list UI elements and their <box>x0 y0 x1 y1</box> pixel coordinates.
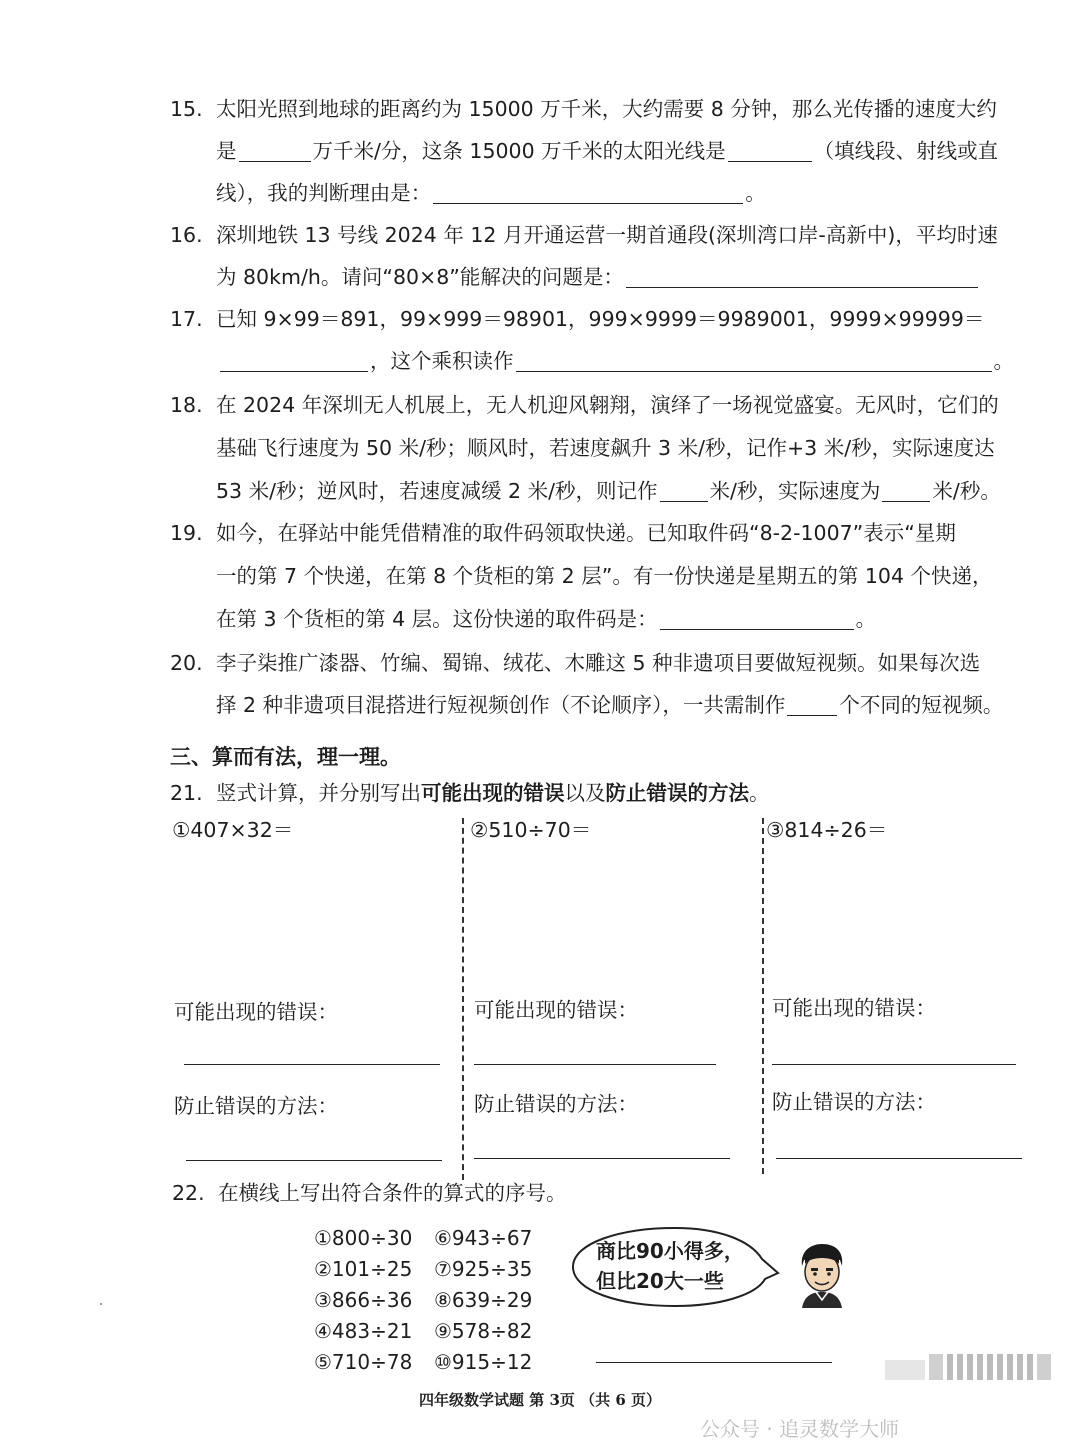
q17-text-2b: 。 <box>993 349 1014 373</box>
bubble-line-1: 商比90小得多， <box>596 1239 744 1263</box>
q20-count-blank[interactable] <box>787 693 837 716</box>
q16-line-1 <box>170 220 998 250</box>
q22-number: 22. <box>172 1181 205 1205</box>
q16-text-1: 深圳地铁 13 号线 2024 年 12 月开通运营一期首通段(深圳湾口岸-高新中)，平均时速 <box>216 223 998 247</box>
q17-reading-blank[interactable] <box>516 349 992 372</box>
q19-text-1: 如今，在驿站中能凭借精准的取件码领取快递。已知取件码“8-2-1007”表示“星期 <box>216 521 956 545</box>
q21-error-label-1: 可能出现的错误： <box>174 1000 338 1024</box>
q20-text-2a: 择 2 种非遗项目混搭进行短视频创作（不论顺序），一共需制作 <box>216 693 786 717</box>
q20-text-1: 李子柒推广漆器、竹编、蜀锦、绒花、木雕这 5 种非遗项目要做短视频。如果每次选 <box>216 651 981 675</box>
q15-text-2a: 是 <box>216 139 237 163</box>
q15-text-3b: 。 <box>745 181 766 205</box>
q18-speed-blank[interactable] <box>882 479 930 502</box>
q22-option: ③866÷36 <box>314 1288 413 1312</box>
q19-line-2 <box>216 561 993 591</box>
q21-text-e: 。 <box>749 781 770 805</box>
q21-instruction <box>170 778 770 808</box>
q21-text-c: 以及 <box>564 781 606 805</box>
q22-option: ⑦925÷35 <box>434 1257 533 1281</box>
q21-fix-label-3: 防止错误的方法： <box>772 1090 936 1114</box>
q20-line-2 <box>216 690 1003 720</box>
q21-text-b: 可能出现的错误 <box>421 781 565 805</box>
q17-number: 17. <box>170 307 203 331</box>
q17-line-1 <box>170 304 984 334</box>
q19-line-1 <box>170 518 956 548</box>
q20-line-1 <box>170 648 980 678</box>
q19-number: 19. <box>170 521 203 545</box>
q18-record-blank[interactable] <box>660 479 708 502</box>
q21-error-label-2: 可能出现的错误： <box>474 998 638 1022</box>
q22-option: ⑥943÷67 <box>434 1226 533 1250</box>
page-footer: 四年级数学试题 第 3页 （共 6 页） <box>419 1391 661 1409</box>
q18-text-3a: 53 米/秒；逆风时，若速度减缓 2 米/秒，则记作 <box>216 479 658 503</box>
q22-answer-line[interactable] <box>596 1362 832 1363</box>
bubble-line-2: 但比20大一些 <box>596 1269 724 1293</box>
q17-text-1: 已知 9×99＝891，99×999＝98901，999×9999＝9989001，9999×99999＝ <box>216 307 985 331</box>
q15-text-3a: 线），我的判断理由是： <box>216 181 432 205</box>
q16-text-2: 为 80km/h。请问“80×8”能解决的问题是： <box>216 265 624 289</box>
q21-fix-line-1[interactable] <box>186 1160 442 1161</box>
q22-option: ⑩915÷12 <box>434 1350 533 1374</box>
q21-error-line-3[interactable] <box>772 1064 1016 1065</box>
q19-code-blank[interactable] <box>660 607 854 630</box>
q15-line-2 <box>216 136 998 166</box>
speech-bubble-text <box>596 1236 744 1296</box>
q17-product-blank[interactable] <box>220 349 368 372</box>
q15-line-1 <box>170 94 997 124</box>
q17-line-2 <box>218 346 1014 376</box>
q16-line-2 <box>216 262 980 292</box>
q15-text-2c: （填线段、射线或直 <box>813 139 999 163</box>
student-avatar-icon <box>796 1242 848 1308</box>
q15-line-type-blank[interactable] <box>728 139 812 162</box>
q18-text-1: 在 2024 年深圳无人机展上，无人机迎风翱翔，演绎了一场视觉盛宴。无风时，它们的 <box>216 393 999 417</box>
q15-reason-blank[interactable] <box>433 181 743 204</box>
column-divider-1 <box>462 818 464 1180</box>
q21-expression-1: ①407×32＝ <box>172 818 294 842</box>
q15-text-1: 太阳光照到地球的距离约为 15000 万千米，大约需要 8 分钟，那么光传播的速度大约 <box>216 97 997 121</box>
q21-fix-label-1: 防止错误的方法： <box>174 1094 338 1118</box>
q21-error-label-3: 可能出现的错误： <box>772 996 936 1020</box>
q21-error-line-2[interactable] <box>474 1064 716 1065</box>
q21-text-d: 防止错误的方法 <box>605 781 749 805</box>
section-3-title: 三、算而有法，理一理。 <box>170 745 401 769</box>
q18-text-3b: 米/秒，实际速度为 <box>709 479 881 503</box>
q19-line-3 <box>216 604 876 634</box>
q18-line-2 <box>216 433 995 463</box>
q19-text-2: 一的第 7 个快递，在第 8 个货柜的第 2 层”。有一份快递是星期五的第 104 个快递， <box>216 564 993 588</box>
q21-text-a: 竖式计算，并分别写出 <box>216 781 421 805</box>
q22-option: ⑤710÷78 <box>314 1350 413 1374</box>
q18-number: 18. <box>170 393 203 417</box>
q21-expression-2: ②510÷70＝ <box>470 818 592 842</box>
q22-option: ⑧639÷29 <box>434 1288 533 1312</box>
q20-number: 20. <box>170 651 203 675</box>
q18-text-3c: 米/秒。 <box>932 479 1001 503</box>
scan-speck <box>100 1303 102 1305</box>
q22-option: ⑨578÷82 <box>434 1319 533 1343</box>
q21-fix-line-3[interactable] <box>776 1158 1022 1159</box>
column-divider-2 <box>762 818 764 1174</box>
q15-text-2b: 万千米/分，这条 15000 万千米的太阳光线是 <box>312 139 726 163</box>
q21-number: 21. <box>170 781 203 805</box>
q21-expression-3: ③814÷26＝ <box>766 818 888 842</box>
q16-answer-blank[interactable] <box>626 265 978 288</box>
q19-text-3a: 在第 3 个货柜的第 4 层。这份快递的取件码是： <box>216 607 658 631</box>
q18-text-2: 基础飞行速度为 50 米/秒；顺风时，若速度飙升 3 米/秒，记作+3 米/秒，实际速度达 <box>216 436 995 460</box>
q21-error-line-1[interactable] <box>184 1064 440 1065</box>
q16-number: 16. <box>170 223 203 247</box>
q22-option: ④483÷21 <box>314 1319 413 1343</box>
watermark: 公众号 · 追灵数学大师 <box>700 1417 900 1441</box>
q17-text-2a: ，这个乘积读作 <box>370 349 514 373</box>
q18-line-3 <box>216 476 1001 506</box>
q21-fix-line-2[interactable] <box>474 1158 730 1159</box>
q15-line-3 <box>216 178 766 208</box>
q22-option: ①800÷30 <box>314 1226 413 1250</box>
q22-option: ②101÷25 <box>314 1257 413 1281</box>
q18-line-1 <box>170 390 999 420</box>
q21-fix-label-2: 防止错误的方法： <box>474 1092 638 1116</box>
q22-instruction <box>172 1178 567 1208</box>
q19-text-3b: 。 <box>855 607 877 631</box>
q20-text-2b: 个不同的短视频。 <box>839 693 1004 717</box>
q15-number: 15. <box>170 97 203 121</box>
scan-edge-marks <box>885 1352 1055 1380</box>
q22-text: 在横线上写出符合条件的算式的序号。 <box>218 1181 567 1205</box>
q15-speed-blank[interactable] <box>239 139 311 162</box>
